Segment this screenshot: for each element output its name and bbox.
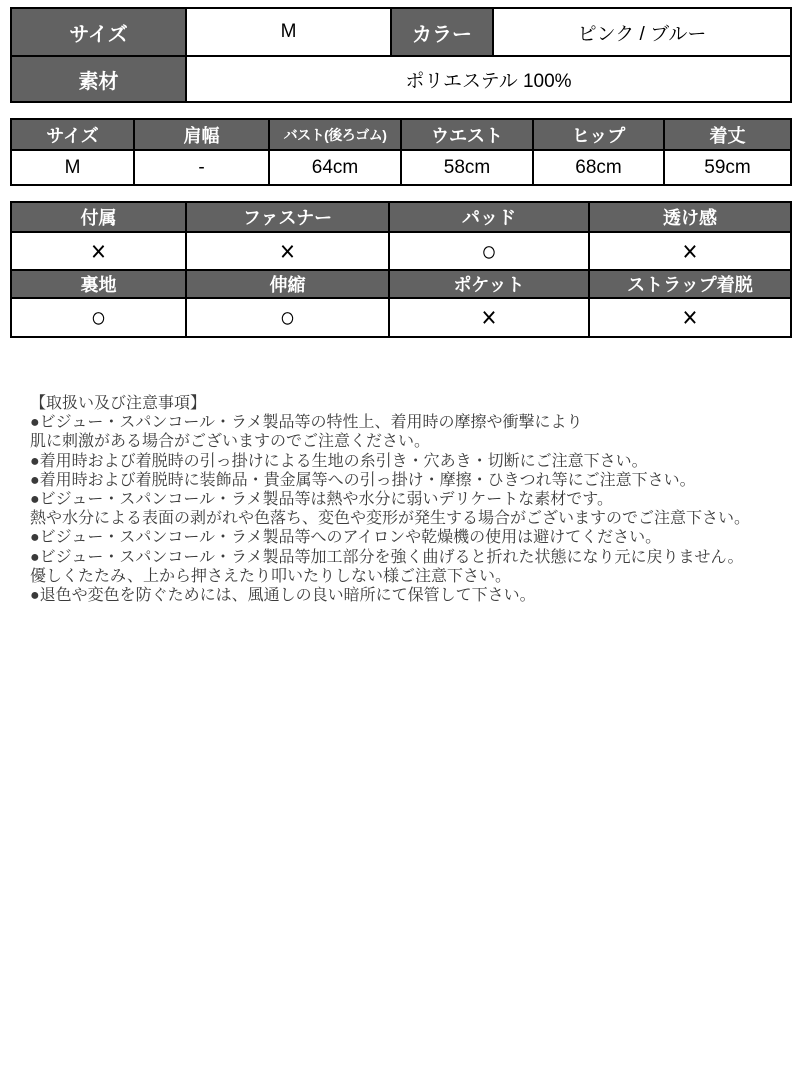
value-size-cell: M: [11, 150, 134, 185]
value-bust-cell: 64cm: [269, 150, 401, 185]
table-row: [11, 56, 791, 102]
value-lining-cell: [11, 298, 186, 337]
header-accessory-cell: 付属: [11, 202, 186, 232]
value-accessory-cell: [11, 232, 186, 270]
circle-mark: ○: [279, 300, 296, 334]
care-notes-title: 【取扱い及び注意事項】: [30, 395, 207, 412]
cross-mark: ×: [682, 300, 698, 334]
header-lining-cell: 裏地: [11, 270, 186, 298]
header-size-cell: サイズ: [11, 119, 134, 150]
value-strap-cell: [589, 298, 791, 337]
value-shoulder-width-cell: -: [134, 150, 269, 185]
header-strap-cell: ストラップ着脱: [589, 270, 791, 298]
value-hip-cell: 68cm: [533, 150, 664, 185]
value-waist-cell: 58cm: [401, 150, 533, 185]
cross-mark: ×: [682, 233, 698, 267]
value-length-cell: 59cm: [664, 150, 791, 185]
care-note-line: ●退色や変色を防ぐためには、風通しの良い暗所にて保管して下さい。: [30, 587, 536, 605]
size-color-material-table: [10, 7, 792, 103]
header-pad-cell: パッド: [389, 202, 589, 232]
material-label-cell: 素材: [11, 56, 186, 102]
cross-mark: ×: [481, 300, 497, 334]
value-sheerness-cell: [589, 232, 791, 270]
header-sheerness-cell: 透け感: [589, 202, 791, 232]
header-hip-cell: ヒップ: [533, 119, 664, 150]
circle-mark: ○: [90, 300, 107, 334]
care-note-line: ●ビジュー・スパンコール・ラメ製品等は熱や水分に弱いデリケートな素材です。: [30, 491, 613, 509]
features-value-row-1: [11, 232, 791, 270]
care-note-line: 熱や水分による表面の剥がれや色落ち、変色や変形が発生する場合がございますのでご注意下さい。: [30, 510, 751, 528]
value-pocket-cell: [389, 298, 589, 337]
header-waist-cell: ウエスト: [401, 119, 533, 150]
cross-mark: ×: [90, 233, 107, 267]
features-table: [10, 201, 792, 338]
features-header-row-1: [11, 202, 791, 232]
material-value-cell: ポリエステル 100%: [186, 56, 791, 102]
care-note-line: 肌に刺激がある場合がございますのでご注意ください。: [30, 433, 431, 451]
circle-mark: ○: [481, 233, 497, 267]
header-pocket-cell: ポケット: [389, 270, 589, 298]
care-note-line: ●ビジュー・スパンコール・ラメ製品等の特性上、着用時の摩擦や衝撃により: [30, 414, 583, 432]
header-length-cell: 着丈: [664, 119, 791, 150]
table-row: [11, 8, 791, 56]
cross-mark: ×: [279, 233, 296, 267]
care-note-line: ●着用時および着脱時の引っ掛けによる生地の糸引き・穴あき・切断にご注意下さい。: [30, 452, 648, 470]
care-note-line: ●ビジュー・スパンコール・ラメ製品等へのアイロンや乾燥機の使用は避けてください。: [30, 529, 662, 547]
care-notes: [30, 394, 772, 605]
measurements-header-row: [11, 119, 791, 150]
features-header-row-2: [11, 270, 791, 298]
measurements-table: [10, 118, 792, 186]
measurements-value-row: [11, 150, 791, 185]
care-note-line: 優しくたたみ、上から押さえたり叩いたりしない様ご注意下さい。: [30, 567, 511, 585]
care-note-line: ●着用時および着脱時に装飾品・貴金属等への引っ掛け・摩擦・ひきつれ等にご注意下さい。: [30, 471, 696, 489]
header-bust-cell: バスト(後ろゴム): [269, 119, 401, 150]
header-zipper-cell: ファスナー: [186, 202, 389, 232]
size-label-cell: サイズ: [11, 8, 186, 56]
value-stretch-cell: [186, 298, 389, 337]
color-label-cell: カラー: [391, 8, 493, 56]
header-stretch-cell: 伸縮: [186, 270, 389, 298]
value-zipper-cell: [186, 232, 389, 270]
color-value-cell: ピンク / ブルー: [493, 8, 791, 56]
header-shoulder-width-cell: 肩幅: [134, 119, 269, 150]
care-note-line: ●ビジュー・スパンコール・ラメ製品等加工部分を強く曲げると折れた状態になり元に戻りません。: [30, 548, 744, 566]
size-value-cell: M: [186, 8, 391, 56]
features-value-row-2: [11, 298, 791, 337]
value-pad-cell: [389, 232, 589, 270]
